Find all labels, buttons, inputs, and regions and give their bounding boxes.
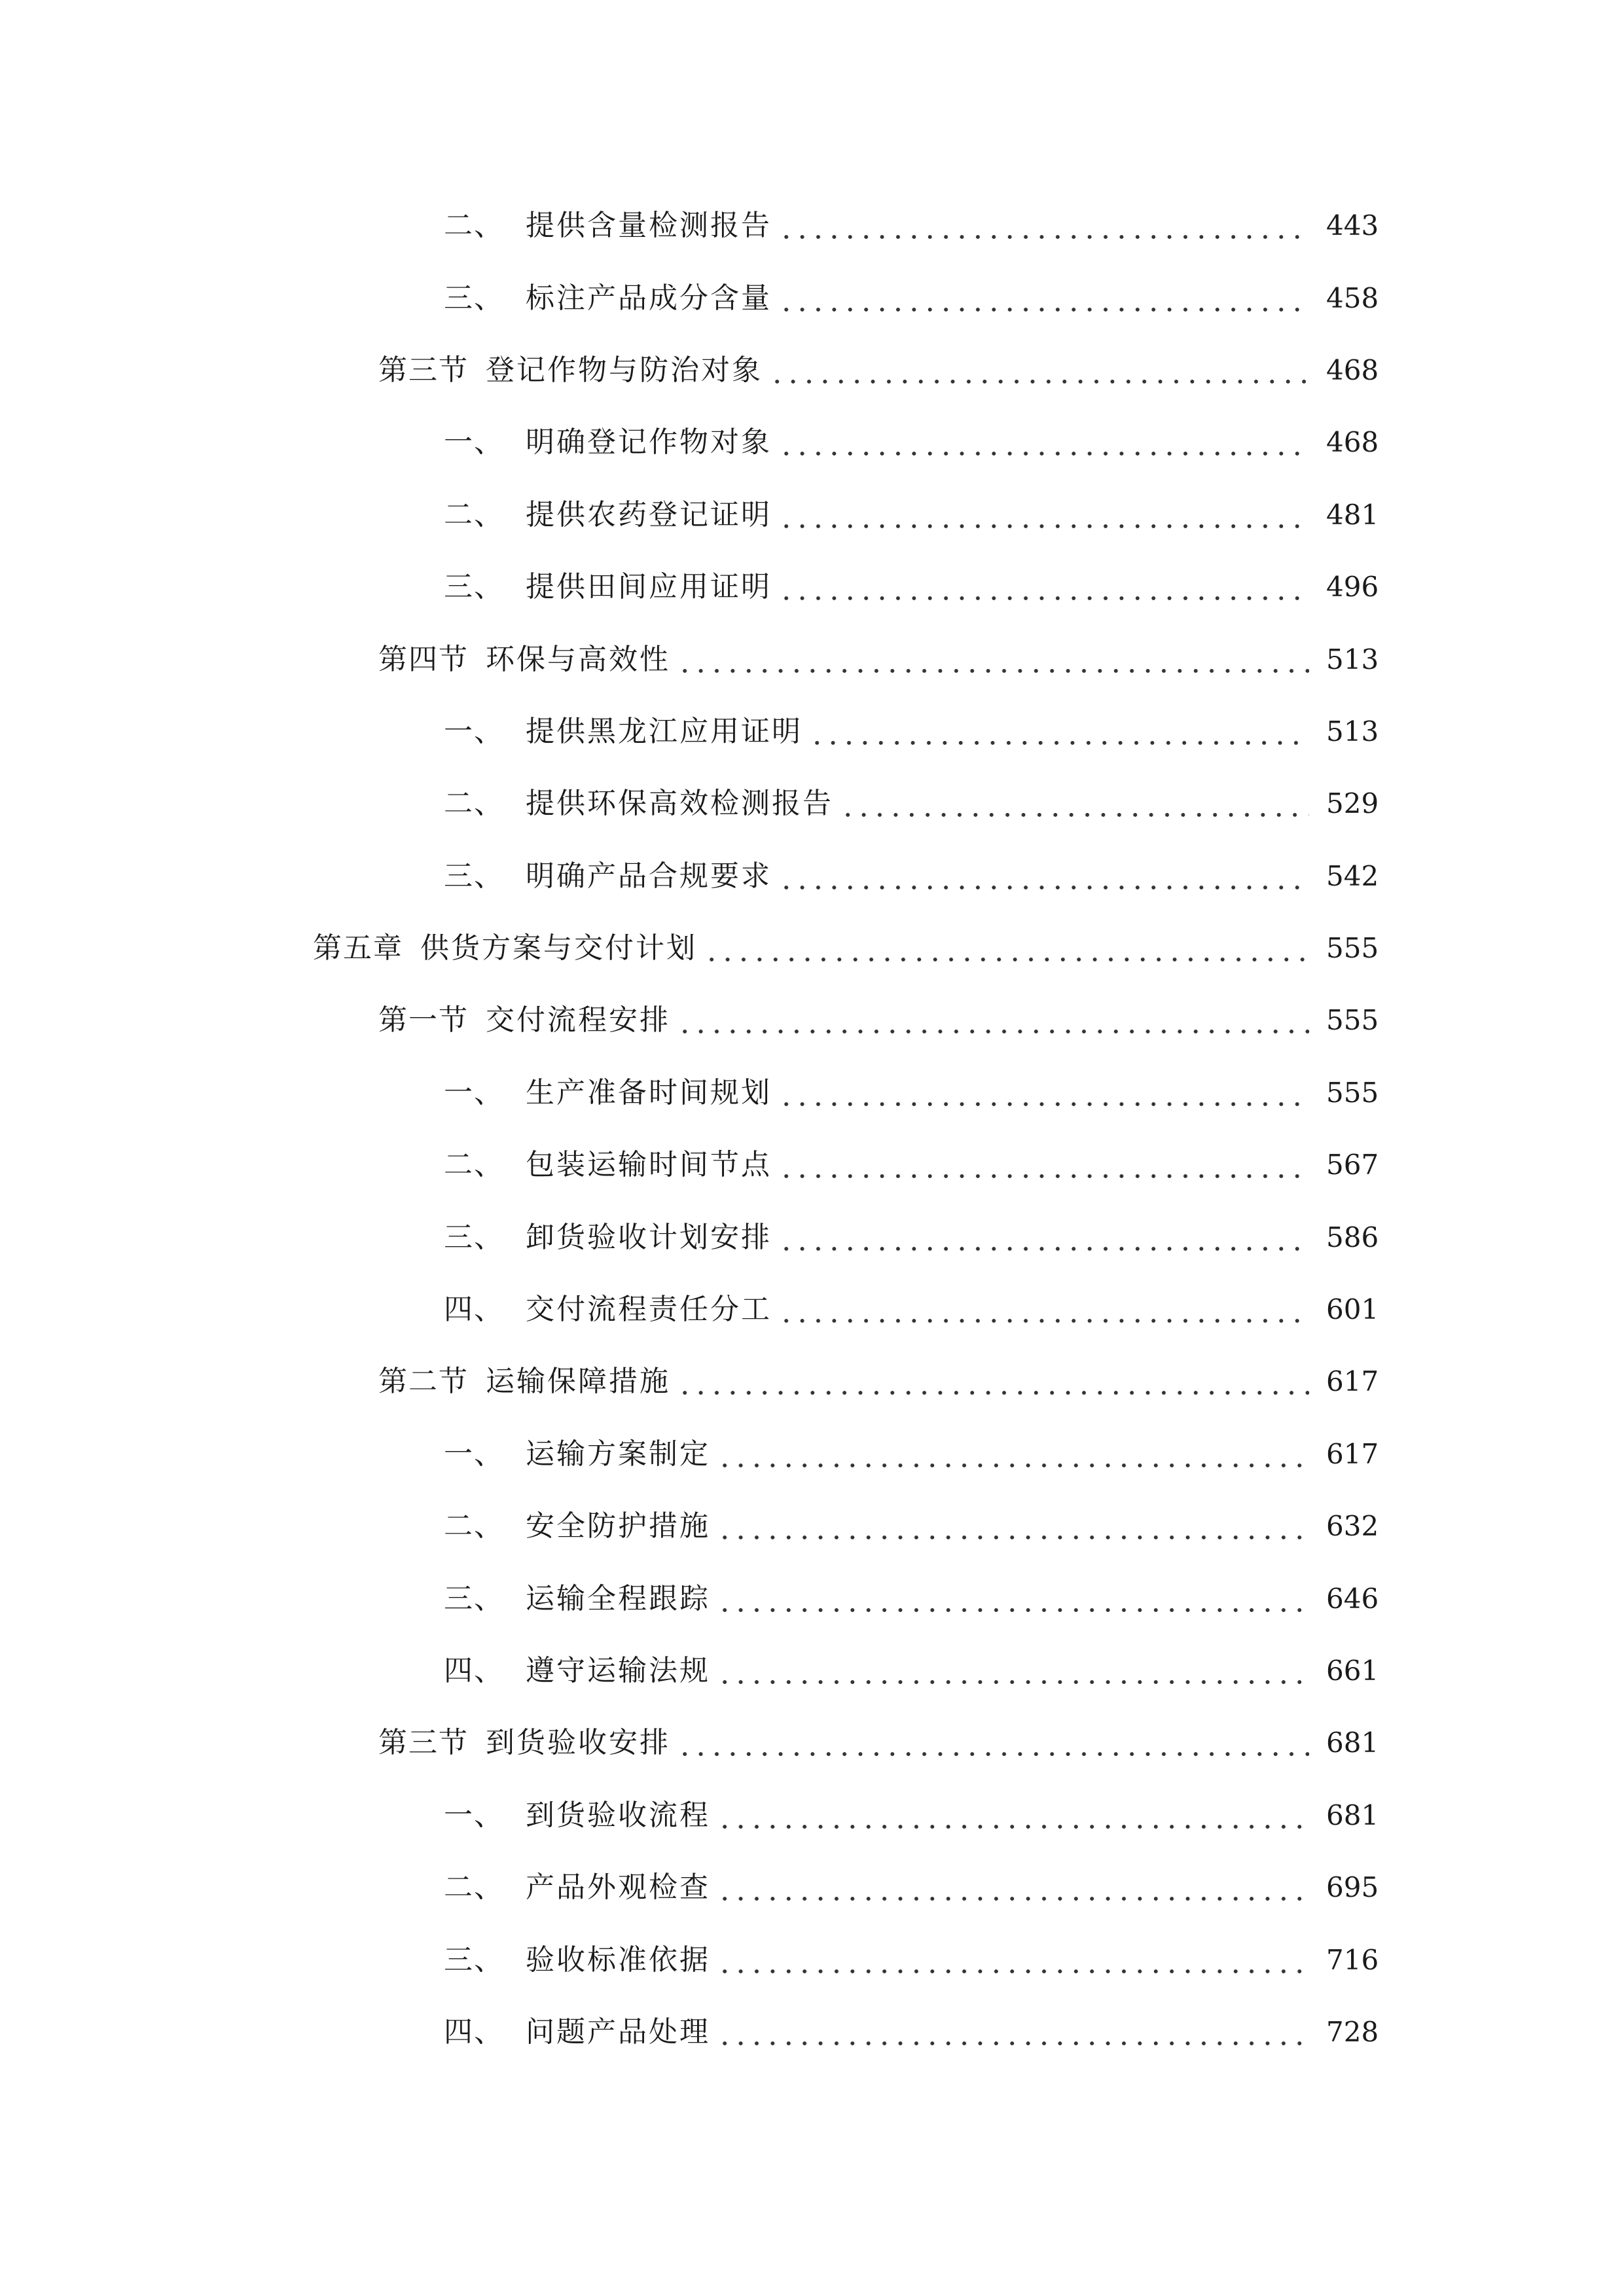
toc-entry-number: 四、 <box>444 1654 504 1687</box>
dot-leader <box>717 1801 1309 1830</box>
toc-entry-number: 一、 <box>444 425 504 459</box>
toc-entry-title: 交付流程责任分工 <box>526 1293 772 1327</box>
toc-entry-number: 二、 <box>444 1509 504 1543</box>
toc-entry-page-number: 496 <box>1326 571 1379 603</box>
toc-entry-item[interactable] <box>0 262 1624 334</box>
toc-entry-title: 提供田间应用证明 <box>526 570 772 604</box>
toc-entry-title: 运输保障措施 <box>486 1365 670 1399</box>
toc-entry-number: 三、 <box>444 859 504 893</box>
toc-entry-page-number: 513 <box>1326 715 1379 747</box>
toc-entry-item[interactable] <box>0 1562 1624 1634</box>
toc-entry-page-number: 716 <box>1326 1943 1379 1976</box>
toc-entry-number: 四、 <box>444 2015 504 2049</box>
toc-entry-page-number: 513 <box>1326 643 1379 675</box>
toc-entry-item[interactable] <box>0 1057 1624 1129</box>
toc-entry-title: 标注产品成分含量 <box>526 281 772 315</box>
toc-entry-section[interactable] <box>0 1346 1624 1418</box>
toc-entry-item[interactable] <box>0 1852 1624 1924</box>
toc-entry-title: 包装运输时间节点 <box>526 1148 772 1182</box>
toc-entry-title: 运输方案制定 <box>526 1437 710 1471</box>
toc-entry-item[interactable] <box>0 406 1624 478</box>
toc-entry-number: 一、 <box>444 714 504 748</box>
toc-entry-title: 明确登记作物对象 <box>526 425 772 459</box>
toc-entry-number: 二、 <box>444 209 504 243</box>
toc-entry-number: 四、 <box>444 1293 504 1327</box>
toc-entry-page-number: 681 <box>1326 1727 1379 1759</box>
toc-entry-page-number: 567 <box>1326 1149 1379 1181</box>
toc-entry-number: 三、 <box>444 1943 504 1977</box>
toc-entry-number: 一、 <box>444 1798 504 1832</box>
toc-entry-page-number: 617 <box>1326 1437 1379 1470</box>
dot-leader <box>677 1367 1309 1396</box>
dot-leader <box>778 1151 1309 1179</box>
toc-entry-page-number: 542 <box>1326 859 1379 892</box>
toc-entry-title: 运输全程跟踪 <box>526 1581 710 1615</box>
dot-leader <box>778 428 1309 457</box>
toc-entry-page-number: 661 <box>1326 1655 1379 1687</box>
toc-entry-page-number: 695 <box>1326 1871 1379 1904</box>
dot-leader <box>677 1729 1309 1757</box>
dot-leader <box>778 573 1309 601</box>
dot-leader <box>677 645 1309 674</box>
toc-entry-number: 二、 <box>444 787 504 821</box>
toc-entry-page-number: 555 <box>1326 932 1379 965</box>
toc-entry-title: 卸货验收计划安排 <box>526 1220 772 1254</box>
toc-entry-section[interactable] <box>0 984 1624 1056</box>
toc-entry-item[interactable] <box>0 1274 1624 1346</box>
toc-entry-title: 问题产品处理 <box>526 2015 710 2049</box>
toc-entry-page-number: 586 <box>1326 1221 1379 1253</box>
toc-entry-item[interactable] <box>0 1129 1624 1201</box>
dot-leader <box>778 862 1309 891</box>
dot-leader <box>809 717 1309 746</box>
toc-entry-page-number: 529 <box>1326 787 1379 820</box>
dot-leader <box>778 284 1309 313</box>
toc-entry-number: 三、 <box>444 1581 504 1615</box>
toc-entry-title: 安全防护措施 <box>526 1509 710 1543</box>
dot-leader <box>778 1079 1309 1107</box>
toc-entry-title: 提供含量检测报告 <box>526 209 772 243</box>
dot-leader <box>717 1657 1309 1685</box>
toc-entry-number: 三、 <box>444 570 504 604</box>
dot-leader <box>717 1946 1309 1975</box>
toc-entry-number: 第五章 <box>313 931 403 965</box>
toc-entry-title: 遵守运输法规 <box>526 1654 710 1687</box>
toc-entry-number: 第四节 <box>378 642 469 676</box>
toc-entry-item[interactable] <box>0 1418 1624 1490</box>
toc-entry-page-number: 681 <box>1326 1799 1379 1831</box>
toc-entry-item[interactable] <box>0 1490 1624 1562</box>
toc-entry-page-number: 646 <box>1326 1582 1379 1615</box>
dot-leader <box>704 934 1309 963</box>
toc-entry-title: 到货验收流程 <box>526 1798 710 1832</box>
dot-leader <box>778 501 1309 529</box>
toc-entry-item[interactable] <box>0 768 1624 840</box>
dot-leader <box>677 1006 1309 1035</box>
toc-entry-title: 明确产品合规要求 <box>526 859 772 893</box>
dot-leader <box>840 789 1309 818</box>
toc-entry-section[interactable] <box>0 623 1624 695</box>
toc-entry-item[interactable] <box>0 190 1624 262</box>
dot-leader <box>717 1440 1309 1469</box>
toc-entry-number: 一、 <box>444 1437 504 1471</box>
dot-leader <box>717 1873 1309 1902</box>
toc-entry-page-number: 555 <box>1326 1004 1379 1037</box>
toc-entry-page-number: 728 <box>1326 2015 1379 2048</box>
toc-entry-title: 登记作物与防治对象 <box>486 353 763 387</box>
toc-entry-item[interactable] <box>0 479 1624 551</box>
toc-entry-section[interactable] <box>0 334 1624 406</box>
toc-entry-number: 二、 <box>444 1148 504 1182</box>
toc-entry-title: 产品外观检查 <box>526 1871 710 1905</box>
toc-entry-page-number: 468 <box>1326 353 1379 386</box>
toc-entry-title: 生产准备时间规划 <box>526 1075 772 1109</box>
toc-entry-page-number: 481 <box>1326 498 1379 531</box>
toc-entry-item[interactable] <box>0 696 1624 768</box>
toc-entry-item[interactable] <box>0 1996 1624 2068</box>
toc-entry-title: 交付流程安排 <box>486 1003 670 1037</box>
toc-entry-title: 验收标准依据 <box>526 1943 710 1977</box>
toc-entry-chapter[interactable] <box>0 912 1624 984</box>
dot-leader <box>717 2018 1309 2047</box>
toc-entry-title: 环保与高效性 <box>486 642 670 676</box>
toc-entry-number: 第二节 <box>378 1365 469 1399</box>
toc-entry-item[interactable] <box>0 1201 1624 1273</box>
toc-entry-title: 供货方案与交付计划 <box>420 931 697 965</box>
toc-entry-page-number: 555 <box>1326 1076 1379 1109</box>
toc-entry-page-number: 468 <box>1326 426 1379 459</box>
toc-entry-section[interactable] <box>0 1707 1624 1779</box>
toc-entry-number: 第三节 <box>378 1726 469 1760</box>
dot-leader <box>778 1295 1309 1324</box>
toc-entry-title: 到货验收安排 <box>486 1726 670 1760</box>
toc-entry-item[interactable] <box>0 551 1624 623</box>
toc-entry-title: 提供农药登记证明 <box>526 497 772 531</box>
toc-entry-page-number: 617 <box>1326 1365 1379 1398</box>
dot-leader <box>778 1223 1309 1252</box>
toc-entry-page-number: 443 <box>1326 209 1379 242</box>
dot-leader <box>717 1512 1309 1541</box>
toc-entry-title: 提供黑龙江应用证明 <box>526 714 803 748</box>
toc-entry-item[interactable] <box>0 1635 1624 1707</box>
toc-entry-number: 三、 <box>444 1220 504 1254</box>
dot-leader <box>769 356 1309 385</box>
toc-entry-item[interactable] <box>0 1780 1624 1852</box>
dot-leader <box>778 211 1309 240</box>
toc-entry-number: 二、 <box>444 497 504 531</box>
toc-entry-page-number: 632 <box>1326 1510 1379 1543</box>
toc-entry-item[interactable] <box>0 1924 1624 1996</box>
toc-entry-number: 第一节 <box>378 1003 469 1037</box>
toc-entry-item[interactable] <box>0 840 1624 912</box>
toc-entry-number: 第三节 <box>378 353 469 387</box>
toc-entry-number: 二、 <box>444 1871 504 1905</box>
toc-entry-page-number: 601 <box>1326 1293 1379 1326</box>
table-of-contents <box>0 190 1624 2068</box>
dot-leader <box>717 1585 1309 1613</box>
toc-entry-number: 三、 <box>444 281 504 315</box>
toc-entry-title: 提供环保高效检测报告 <box>526 787 833 821</box>
toc-entry-number: 一、 <box>444 1075 504 1109</box>
toc-entry-page-number: 458 <box>1326 281 1379 314</box>
